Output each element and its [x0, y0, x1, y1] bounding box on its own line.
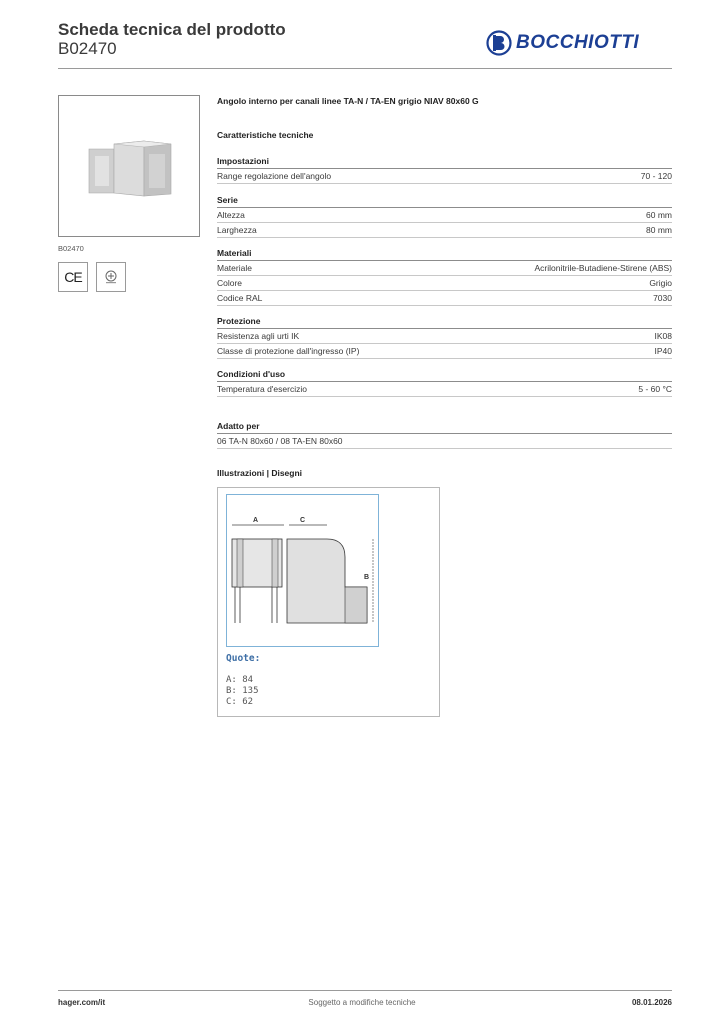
spec-label: Materiale	[217, 263, 252, 273]
section-protezione	[217, 315, 672, 359]
section-title: Condizioni d'uso	[217, 368, 672, 382]
spec-row	[217, 434, 672, 449]
ce-mark-icon: CE	[58, 262, 88, 292]
spec-row	[217, 223, 672, 238]
footer-website-link[interactable]: hager.com/it	[58, 998, 106, 1007]
section-impostazioni	[217, 155, 672, 184]
spec-value: Acrilonitrile-Butadiene-Stirene (ABS)	[534, 263, 672, 273]
spec-label: Codice RAL	[217, 293, 263, 303]
section-adatto-per	[217, 420, 672, 449]
image-caption-code: B02470	[58, 244, 84, 253]
footer-disclaimer: Soggetto a modifiche tecniche	[308, 998, 416, 1007]
quote-a: A: 84	[226, 675, 254, 685]
spec-value: 80 mm	[646, 225, 672, 235]
spec-row	[217, 276, 672, 291]
quote-b: B: 135	[226, 686, 259, 696]
dimension-label-b: B	[364, 574, 370, 581]
section-condizioni-uso	[217, 368, 672, 397]
section-title: Protezione	[217, 315, 672, 329]
spec-label: Colore	[217, 278, 243, 288]
section-serie	[217, 194, 672, 238]
spec-value: 70 - 120	[640, 171, 672, 181]
product-code: B02470	[58, 39, 117, 58]
footer-date: 08.01.2026	[631, 998, 672, 1007]
product-photo-illustration	[59, 96, 199, 236]
brand-logo	[486, 29, 666, 57]
spec-value: 60 mm	[646, 210, 672, 220]
section-title: Serie	[217, 194, 672, 208]
quotes-title: Quote:	[226, 653, 261, 664]
spec-value: Grigio	[649, 278, 672, 288]
spec-label: Larghezza	[217, 225, 257, 235]
quote-c: C: 62	[226, 697, 254, 707]
spec-row	[217, 208, 672, 223]
section-title: Adatto per	[217, 420, 672, 434]
brand-name: BOCCHIOTTI	[516, 32, 640, 53]
header-divider	[58, 68, 672, 69]
spec-row	[217, 382, 672, 397]
spec-label: Temperatura d'esercizio	[217, 384, 307, 394]
spec-row	[217, 329, 672, 344]
spec-row	[217, 291, 672, 306]
section-materiali	[217, 247, 672, 306]
dimension-drawing	[227, 495, 378, 646]
product-image	[58, 95, 200, 237]
dimension-label-a: A	[253, 517, 259, 524]
spec-value: IK08	[654, 331, 672, 341]
bocchiotti-logo-icon	[486, 30, 512, 56]
page-title: Scheda tecnica del prodotto	[58, 20, 286, 39]
spec-row	[217, 344, 672, 359]
section-title: Impostazioni	[217, 155, 672, 169]
spec-row	[217, 169, 672, 184]
section-title: Materiali	[217, 247, 672, 261]
spec-label: Range regolazione dell'angolo	[217, 171, 332, 181]
spec-label: Classe di protezione dall'ingresso (IP)	[217, 346, 360, 356]
spec-row	[217, 261, 672, 276]
spec-value: 5 - 60 °C	[638, 384, 672, 394]
technical-drawing	[226, 494, 379, 647]
tech-characteristics-heading: Caratteristiche tecniche	[217, 130, 314, 140]
certification-mark-icon	[96, 262, 126, 292]
illustrations-heading: Illustrazioni | Disegni	[217, 468, 303, 478]
compatible-products: 06 TA-N 80x60 / 08 TA-EN 80x60	[217, 436, 343, 446]
footer-divider	[58, 990, 672, 991]
spec-value: 7030	[653, 293, 672, 303]
product-description: Angolo interno per canali linee TA-N / TA-EN grigio NIAV 80x60 G	[217, 96, 479, 106]
spec-label: Resistenza agli urti IK	[217, 331, 300, 341]
spec-label: Altezza	[217, 210, 245, 220]
spec-value: IP40	[654, 346, 672, 356]
dimension-label-c: C	[300, 517, 306, 524]
